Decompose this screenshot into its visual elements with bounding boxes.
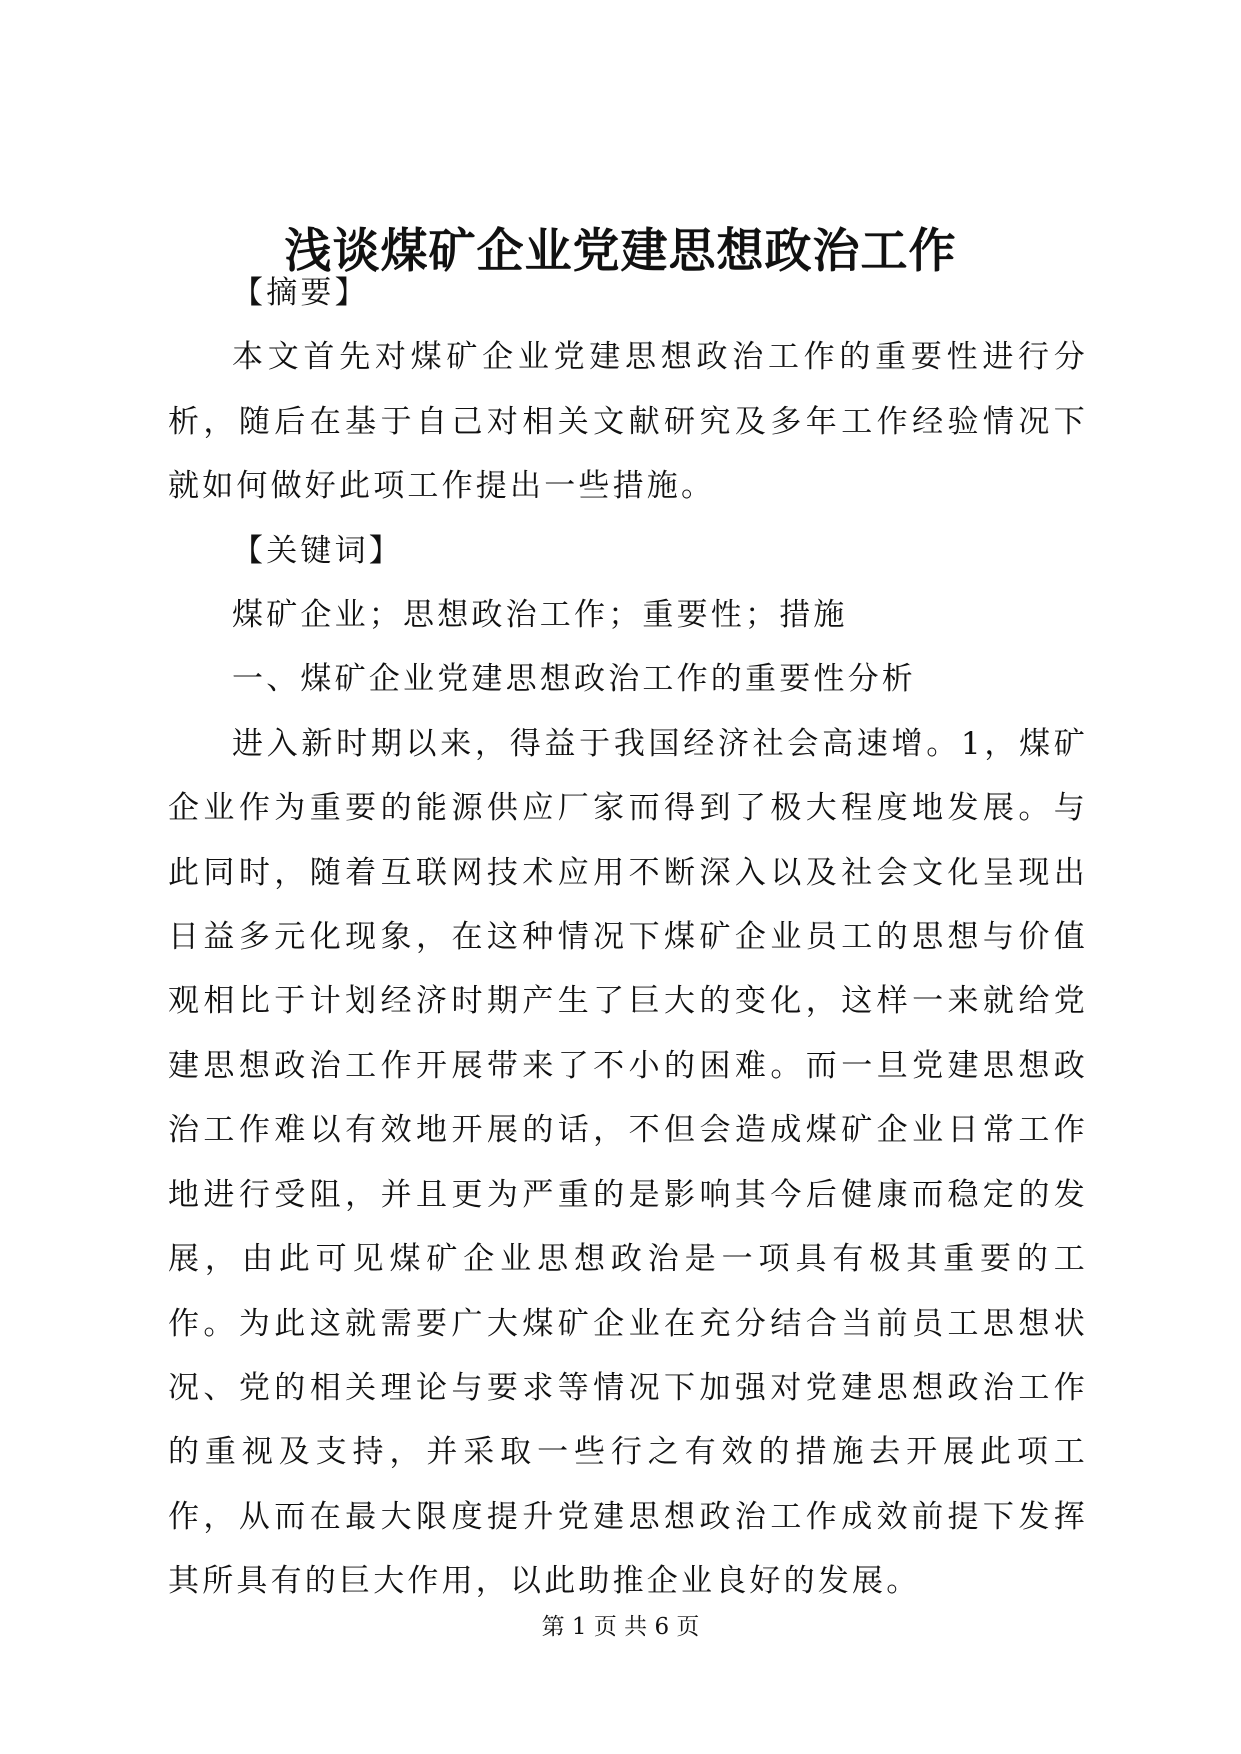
abstract-paragraph: 本文首先对煤矿企业党建思想政治工作的重要性进行分析，随后在基于自己对相关文献研究及多年工作经验情况下就如何做好此项工作提出一些措施。 [168, 339, 1088, 505]
document-body [168, 261, 1088, 1614]
keywords-paragraph: 煤矿企业；思想政治工作；重要性；措施 [232, 597, 848, 634]
document-title: 浅谈煤矿企业党建思想政治工作 [284, 224, 957, 279]
page-number-footer: 第 1 页 共 6 页 [541, 1614, 700, 1640]
section-paragraph: 进入新时期以来，得益于我国经济社会高速增。1，煤矿企业作为重要的能源供应厂家而得到了极大程度地发展。与此同时，随着互联网技术应用不断深入以及社会文化呈现出日益多元化现象，在这种情况下煤矿企业员工的思想与价值观相比于计划经济时期产生了巨大的变化，这样一来就给党建思想政治工作开展带来了不小的困难。而一旦党建思想政治工作难以有效地开展的话，不但会造成煤矿企业日常工作地进行受阻，并且更为严重的是影响其今后健康而稳定的发展，由此可见煤矿企业思想政治是一项具有极其重要的工作。为此这就需要广大煤矿企业在充分结合当前员工思想状况、党的相关理论与要求等情况下加强对党建思想政治工作的重视及支持，并采取一些行之有效的措施去开展此项工作，从而在最大限度提升党建思想政治工作成效前提下发挥其所具有的巨大作用，以此助推企业良好的发展。 [168, 725, 1088, 1600]
section-heading: 一、煤矿企业党建思想政治工作的重要性分析 [232, 661, 916, 698]
abstract-heading: 【摘要】 [232, 275, 369, 311]
keywords-heading: 【关键词】 [232, 532, 403, 569]
